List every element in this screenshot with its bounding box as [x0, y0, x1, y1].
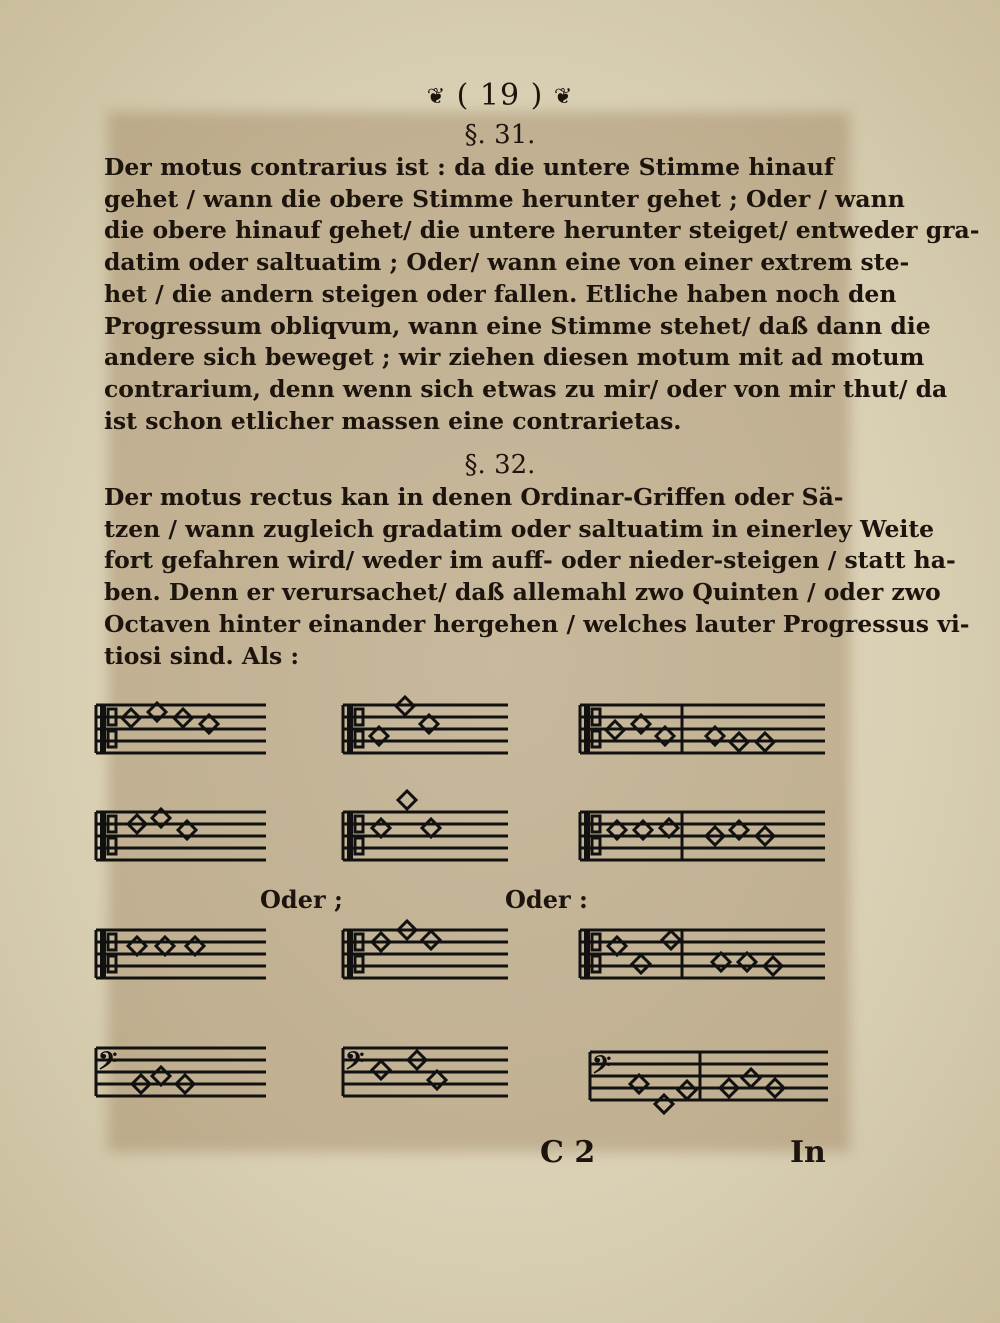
c-clef-icon — [355, 731, 363, 747]
paragraph-line: Der motus contrarius ist : da die untere Stimme hinauf — [104, 153, 834, 181]
note-head-icon — [660, 819, 678, 837]
signature-mark: C 2 — [540, 1135, 596, 1170]
catchword: In — [790, 1135, 826, 1170]
bass-clef-icon: 𝄢 — [345, 1047, 365, 1082]
c-clef-icon — [108, 731, 116, 747]
note-head-icon — [712, 953, 730, 971]
c-clef-icon — [584, 705, 590, 753]
ornament-left-icon: ❦ — [426, 84, 447, 110]
paragraph-line: het / die andern steigen oder fallen. Etliche haben noch den — [104, 279, 897, 308]
note-head-icon — [655, 1095, 673, 1113]
c-clef-icon — [584, 812, 590, 860]
oder-label-1: Oder ; — [260, 885, 343, 914]
section-31-mark: §. 31. — [464, 120, 536, 150]
paragraph-line: datim oder saltuatim ; Oder/ wann eine von einer extrem ste- — [104, 248, 910, 277]
note-head-icon — [156, 937, 174, 955]
c-clef-icon — [592, 956, 600, 972]
note-head-icon — [738, 953, 756, 971]
ornament-right-icon: ❦ — [553, 84, 574, 110]
paragraph-line: tiosi sind. Als : — [104, 641, 300, 670]
paragraph-line: fort gefahren wird/ weder im auff- oder nieder-steigen / statt ha- — [104, 546, 956, 575]
paragraph-line: Octaven hinter einander hergehen / welches lauter Progressus vi- — [104, 609, 970, 638]
note-head-icon — [398, 791, 416, 809]
c-clef-icon — [347, 705, 353, 753]
staff-systems — [96, 697, 828, 1113]
c-clef-icon — [100, 812, 106, 860]
c-clef-icon — [100, 930, 106, 978]
note-head-icon — [372, 819, 390, 837]
note-head-icon — [632, 955, 650, 973]
note-head-icon — [422, 931, 440, 949]
note-head-icon — [742, 1069, 760, 1087]
bass-clef-icon: 𝄢 — [98, 1047, 118, 1082]
paragraph-line: andere sich beweget ; wir ziehen diesen motum mit ad motum — [104, 343, 925, 372]
paragraph-line: Progressum obliqvum, wann eine Stimme stehet/ daß dann die — [104, 311, 931, 340]
note-head-icon — [372, 1061, 390, 1079]
note-head-icon — [608, 937, 626, 955]
note-head-icon — [128, 937, 146, 955]
oder-label-2: Oder : — [505, 885, 588, 914]
c-clef-icon — [347, 812, 353, 860]
c-clef-icon — [100, 705, 106, 753]
note-head-icon — [152, 1067, 170, 1085]
paragraph-line: tzen / wann zugleich gradatim oder saltuatim in einerley Weite — [104, 514, 935, 543]
note-head-icon — [630, 1075, 648, 1093]
c-clef-icon — [355, 956, 363, 972]
bass-clef-icon: 𝄢 — [592, 1051, 612, 1086]
c-clef-icon — [355, 838, 363, 854]
paragraph-line: Der motus rectus kan in denen Ordinar-Griffen oder Sä- — [104, 483, 844, 511]
paragraph-line: gehet / wann die obere Stimme herunter gehet ; Oder / wann — [104, 184, 905, 213]
note-head-icon — [678, 1081, 696, 1099]
c-clef-icon — [108, 838, 116, 854]
c-clef-icon — [347, 930, 353, 978]
paragraph-line: ben. Denn er verursachet/ daß allemahl zwo Quinten / oder zwo — [104, 578, 941, 607]
c-clef-icon — [592, 838, 600, 854]
paragraph-line: ist schon etlicher massen eine contrarietas. — [104, 406, 682, 435]
c-clef-icon — [108, 956, 116, 972]
c-clef-icon — [584, 930, 590, 978]
note-head-icon — [422, 819, 440, 837]
c-clef-icon — [592, 731, 600, 747]
paragraph-line: contrarium, denn wenn sich etwas zu mir/ oder von mir thut/ da — [104, 374, 948, 403]
note-head-icon — [186, 937, 204, 955]
page-number: ( 19 ) — [456, 78, 544, 113]
note-head-icon — [662, 931, 680, 949]
paragraph-line: die obere hinauf gehet/ die untere herunter steiget/ entweder gra- — [104, 216, 980, 245]
note-head-icon — [428, 1071, 446, 1089]
section-32-mark: §. 32. — [464, 450, 536, 480]
